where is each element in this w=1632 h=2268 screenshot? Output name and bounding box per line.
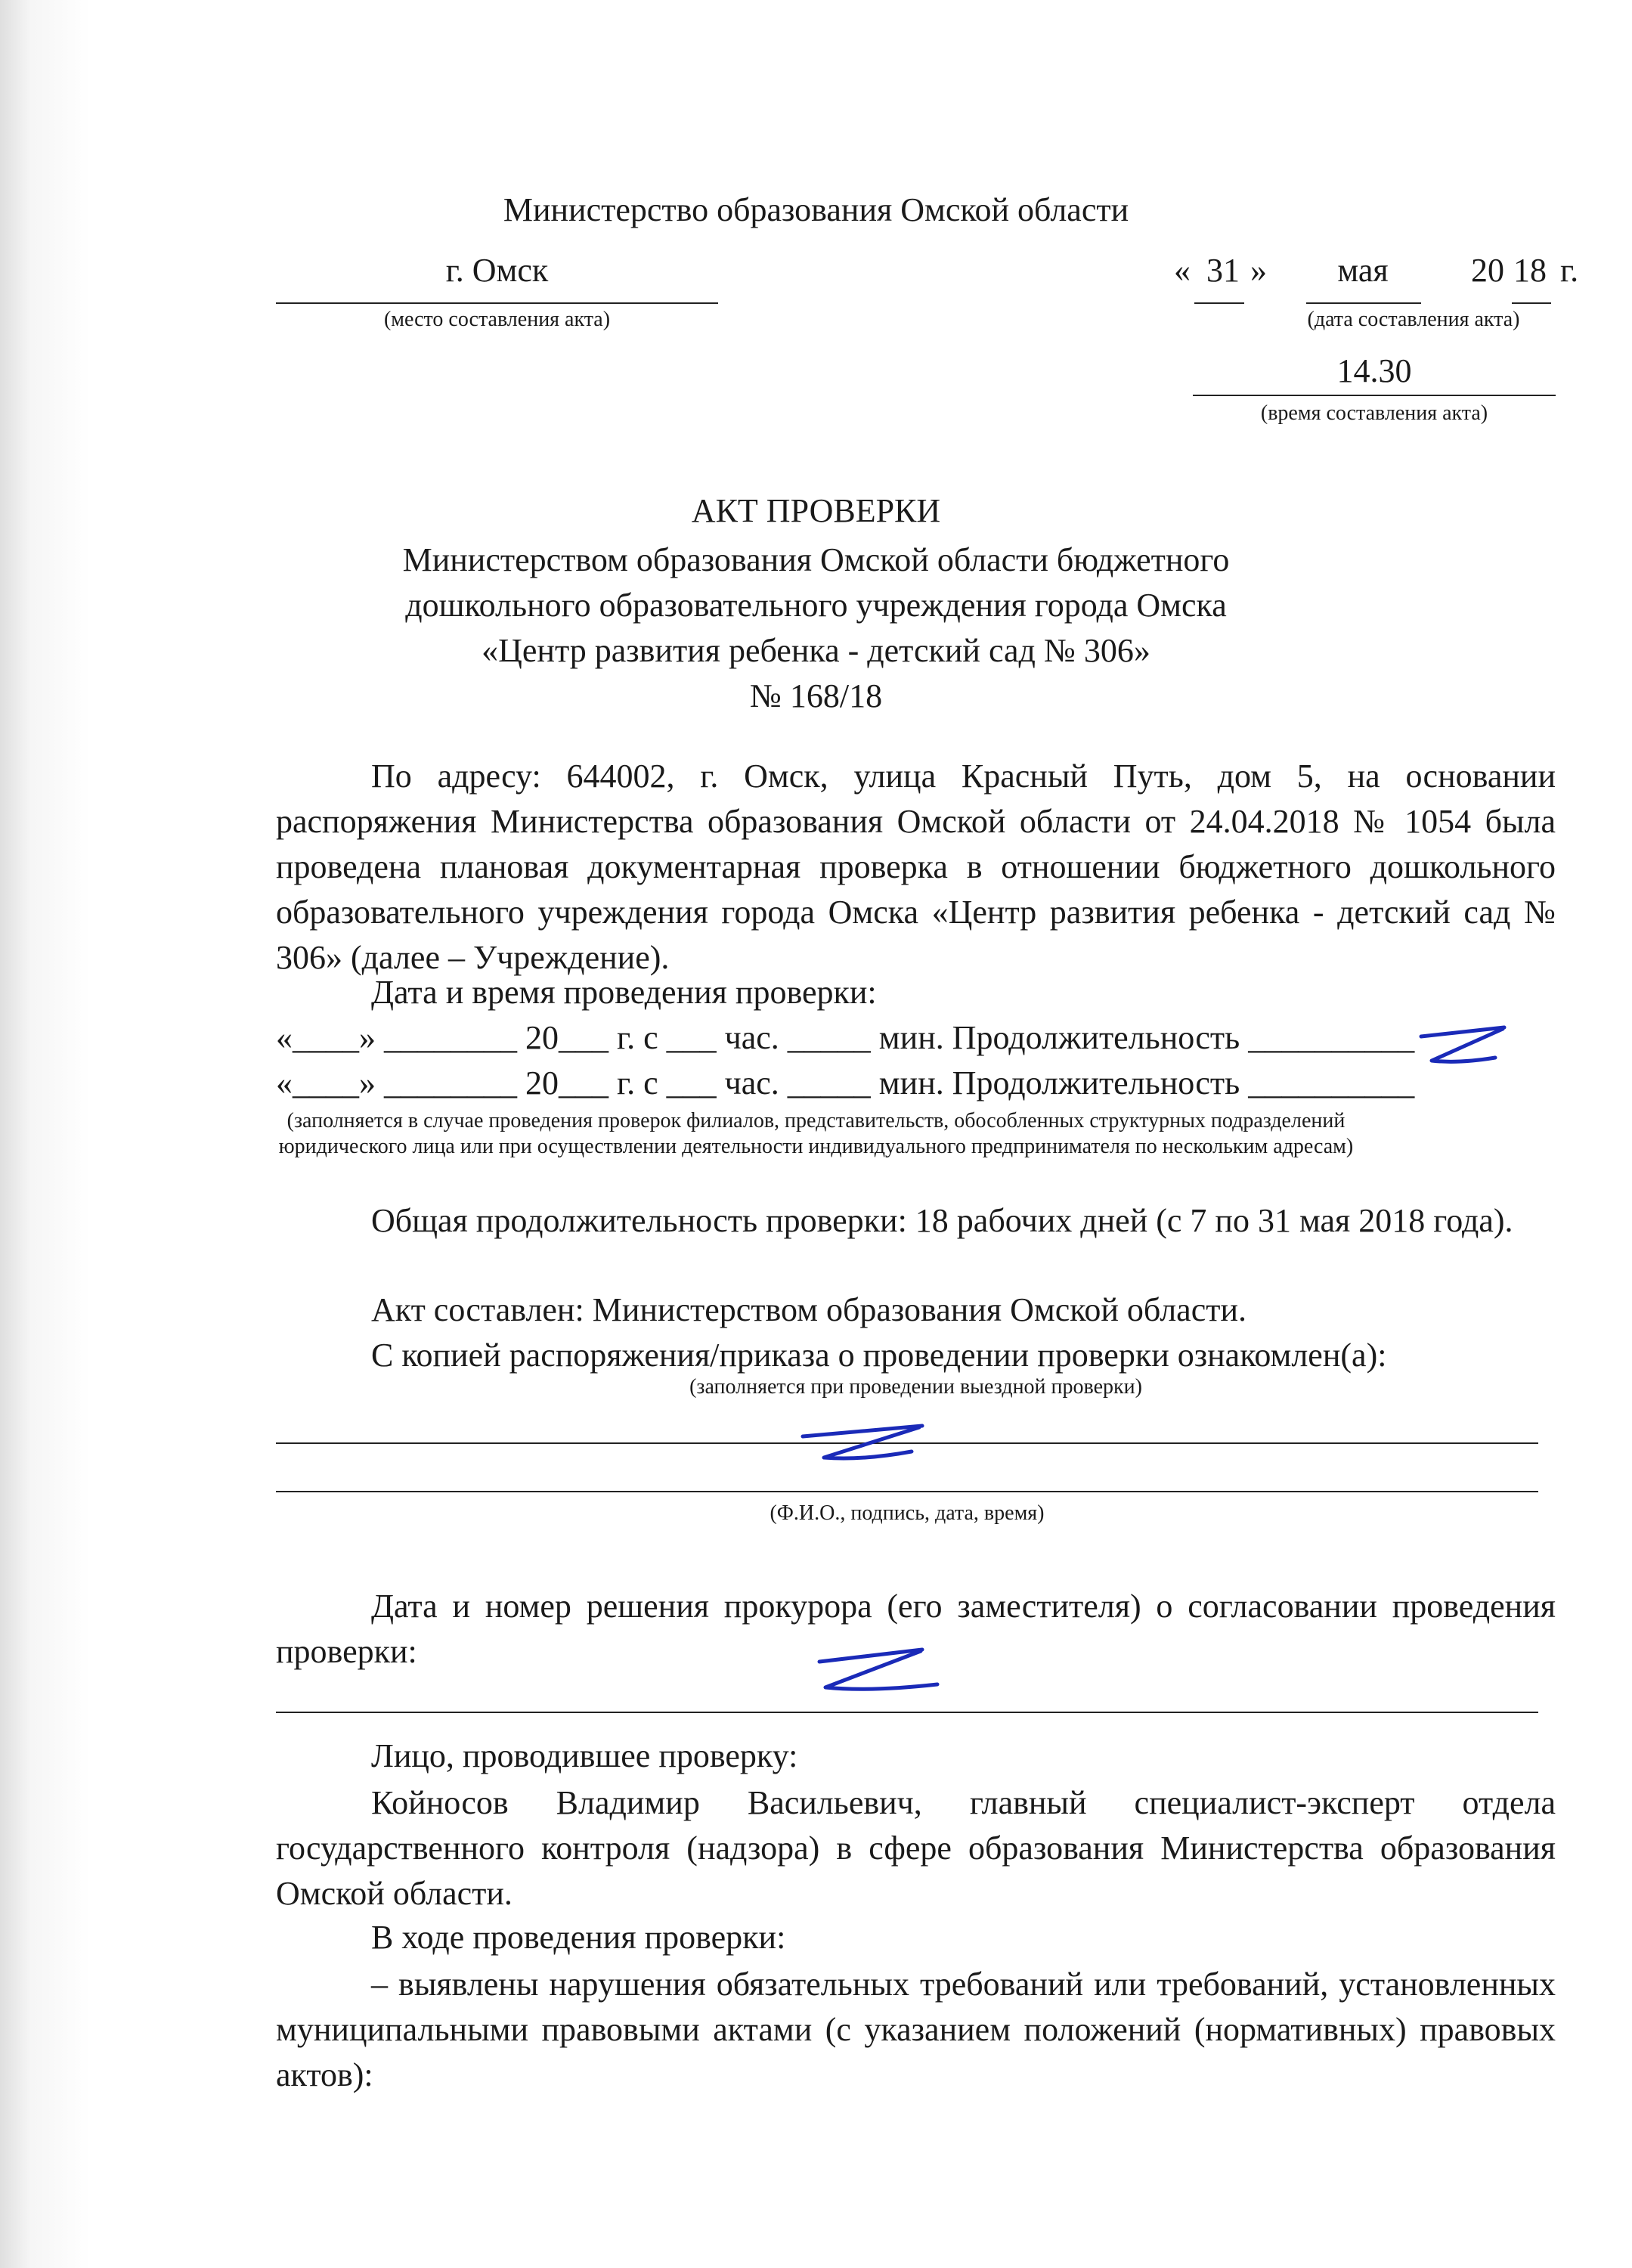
violations-paragraph: – выявлены нарушения обязательных требований или требований, установленных муниципальными правовыми актами (с указанием положений (нормативных) правовых актов): (276, 1966, 1556, 2093)
title-line-2: дошкольного образовательного учреждения города Омска (405, 587, 1227, 624)
prosecutor-line (276, 1712, 1538, 1713)
inspection-datetime-label: Дата и время проведения проверки: (371, 974, 877, 1011)
date-month-underline (1306, 302, 1421, 304)
time-underline (1193, 395, 1556, 396)
dash-mark-icon (1414, 1017, 1519, 1077)
date-day-underline (1194, 302, 1244, 304)
date-caption: (дата составления акта) (1307, 308, 1520, 331)
act-heading: АКТ ПРОВЕРКИ (691, 492, 941, 529)
inspector-paragraph: Койносов Владимир Васильевич, главный специалист-эксперт отдела государственного контроля (надзора) в сфере образования Министерства образования Омской области. (276, 1784, 1556, 1912)
inspection-datetime-row-2: «____» ________ 20___ г. с ___ час. _____ мин. Продолжительность __________ (276, 1064, 1415, 1101)
date-close-quote: » (1250, 252, 1267, 289)
branch-note-line-1: (заполняется в случае проведения проверок филиалов, представительств, обособленных структурных подразделений (286, 1109, 1346, 1132)
copy-acquainted: С копией распоряжения/приказа о проведении проверки ознакомлен(а): (371, 1337, 1387, 1374)
date-year-prefix: 20 (1471, 252, 1504, 289)
place-underline (276, 302, 718, 304)
onsite-note: (заполняется при проведении выездной проверки) (689, 1375, 1142, 1399)
date-day: 31 (1206, 252, 1240, 289)
title-line-3: «Центр развития ребенка - детский сад № 306» (482, 632, 1150, 669)
dash-mark-icon (809, 1641, 945, 1709)
prosecutor-paragraph: Дата и номер решения прокурора (его заместителя) о согласовании проведения проверки: (276, 1588, 1556, 1670)
dash-mark-icon (794, 1414, 930, 1474)
date-year-underline (1512, 302, 1551, 304)
compiled-by: Акт составлен: Министерством образования Омской области. (371, 1291, 1247, 1328)
date-year-suffix: 18 (1513, 252, 1547, 289)
ministry-header: Министерство образования Омской области (503, 191, 1129, 228)
address-paragraph: По адресу: 644002, г. Омск, улица Красный Путь, дом 5, на основании распоряжения Министерства образования Омской области от 24.04.2018 № 1054 была проведена плановая документарная проверка в отношении бюджетного дошкольного образовательного учреждения города Омска «Центр развития ребенка - детский сад № 306» (далее – Учреждение). (276, 758, 1556, 976)
during-inspection: В ходе проведения проверки: (371, 1919, 786, 1956)
act-number: № 168/18 (749, 677, 883, 714)
branch-note-line-2: юридического лица или при осуществлении деятельности индивидуального предпринимателя по нескольким адресам) (278, 1135, 1354, 1158)
acquainted-line-2 (276, 1491, 1538, 1492)
time-value: 14.30 (1336, 352, 1412, 389)
date-open-quote: « (1174, 252, 1191, 289)
time-caption: (время составления акта) (1260, 401, 1488, 425)
inspection-datetime-row-1: «____» ________ 20___ г. с ___ час. _____ мин. Продолжительность __________ (276, 1019, 1415, 1056)
inspector-label: Лицо, проводившее проверку: (371, 1737, 798, 1774)
fio-caption: (Ф.И.О., подпись, дата, время) (770, 1501, 1045, 1525)
date-month: мая (1337, 252, 1389, 289)
place-caption: (место составления акта) (383, 308, 611, 331)
date-year-unit: г. (1560, 252, 1579, 289)
title-line-1: Министерством образования Омской области бюджетного (402, 541, 1230, 578)
place-value: г. Омск (445, 252, 549, 289)
total-duration: Общая продолжительность проверки: 18 рабочих дней (с 7 по 31 мая 2018 года). (371, 1202, 1513, 1239)
